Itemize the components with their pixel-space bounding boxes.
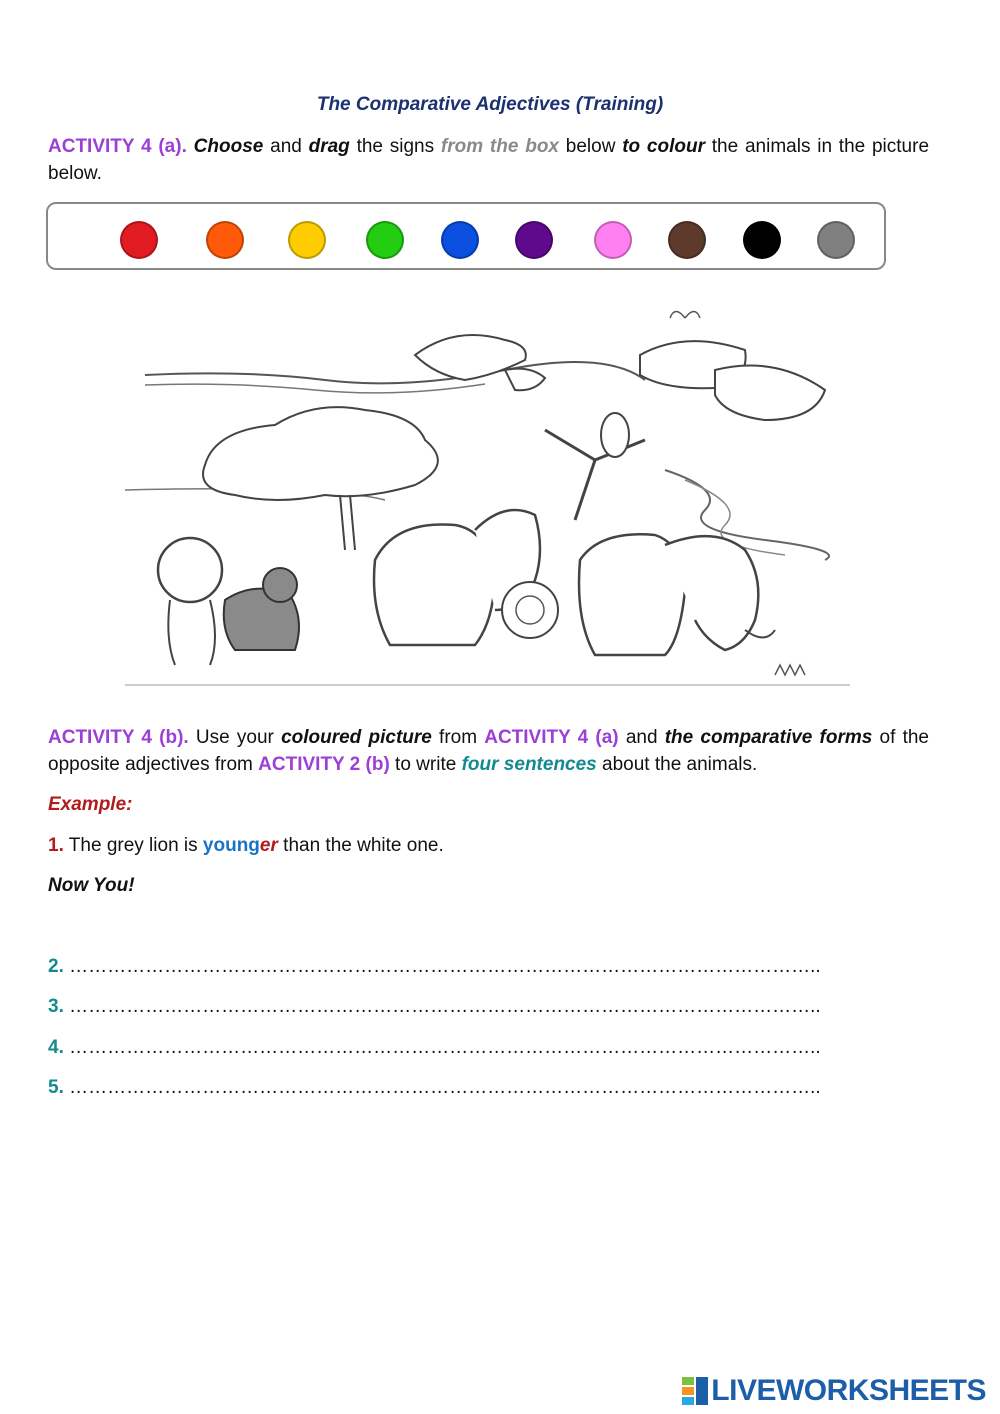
- color-sign-red[interactable]: [120, 221, 158, 259]
- activity-b-instructions: ACTIVITY 4 (b). Use your coloured picture from ACTIVITY 4 (a) and the comparative forms of the opposite adjectives from ACTIVITY 2 (b) to write four sentences about the animals.: [48, 727, 929, 775]
- color-sign-black[interactable]: [743, 221, 781, 259]
- activity-b-label: ACTIVITY 4 (b).: [48, 727, 189, 748]
- color-sign-grey[interactable]: [817, 221, 855, 259]
- color-sign-purple[interactable]: [515, 221, 553, 259]
- activity-a-instructions: [48, 133, 929, 187]
- answer-line-3[interactable]: 3. ………………………………………………………………………………………………………..: [48, 996, 821, 1017]
- now-you-heading: Now You!: [48, 875, 135, 896]
- color-sign-orange[interactable]: [206, 221, 244, 259]
- color-sign-green[interactable]: [366, 221, 404, 259]
- color-sign-yellow[interactable]: [288, 221, 326, 259]
- color-sign-blue[interactable]: [441, 221, 479, 259]
- color-sign-pink[interactable]: [594, 221, 632, 259]
- logo-text: LIVEWORKSHEETS: [711, 1374, 986, 1407]
- activity-a-text: Choose and drag the signs from the box below to colour the animals in the picture below.: [48, 136, 930, 184]
- activity-a-label: ACTIVITY 4 (a).: [48, 136, 187, 157]
- page-title: The Comparative Adjectives (Training): [316, 94, 664, 115]
- example-sentence: 1. The grey lion is younger than the white one.: [48, 835, 444, 856]
- logo-blocks-icon: [682, 1377, 708, 1405]
- animals-picture[interactable]: [125, 300, 850, 695]
- color-signs-box: [46, 202, 886, 270]
- liveworksheets-logo: [682, 1374, 986, 1408]
- example-heading: Example:: [48, 794, 133, 815]
- answer-line-2[interactable]: 2. ………………………………………………………………………………………………………..: [48, 956, 821, 977]
- color-sign-brown[interactable]: [668, 221, 706, 259]
- answer-line-4[interactable]: 4. ………………………………………………………………………………………………………..: [48, 1037, 821, 1058]
- answer-line-5[interactable]: 5. ………………………………………………………………………………………………………..: [48, 1077, 821, 1098]
